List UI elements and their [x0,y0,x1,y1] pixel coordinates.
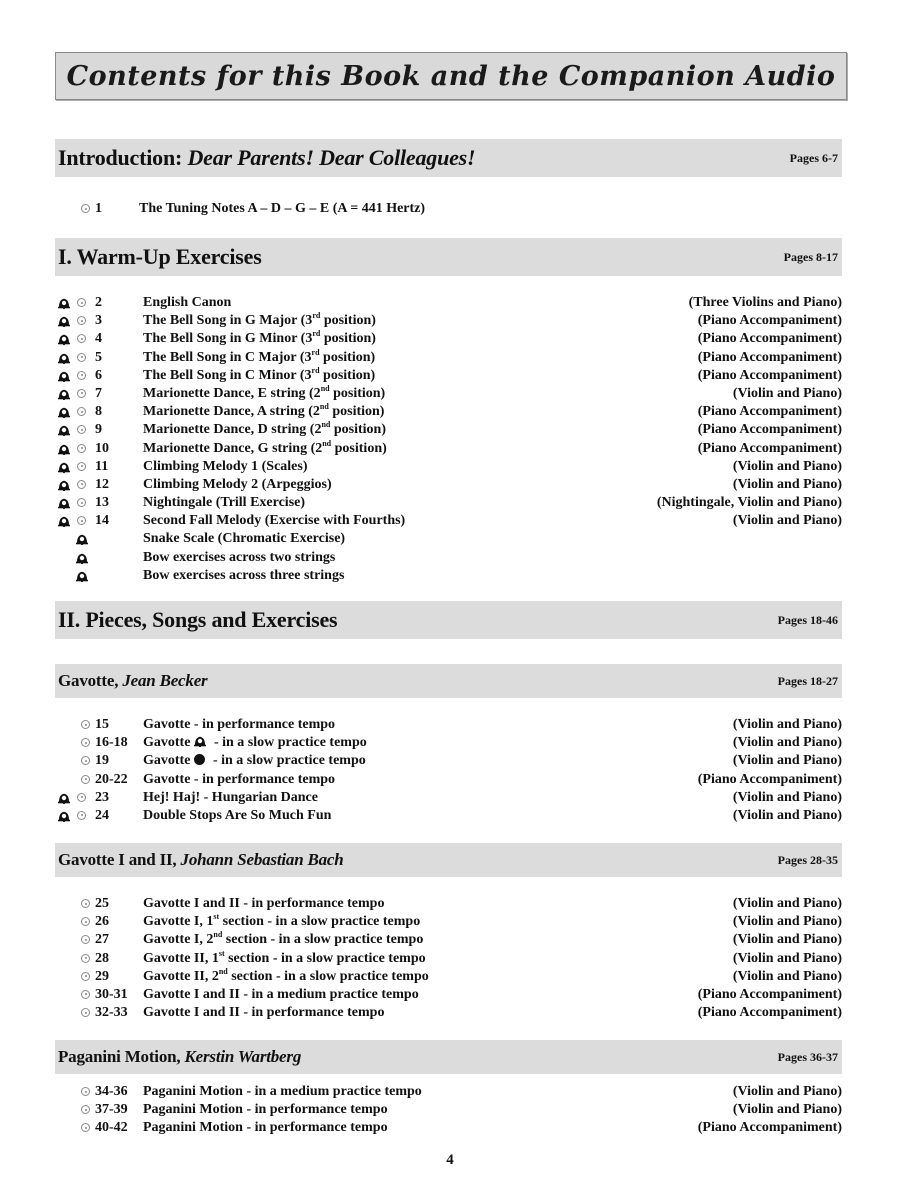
instrumentation: (Violin and Piano) [732,753,842,769]
section-header-warm-up [55,238,842,276]
title-part: Gavotte - in performance tempo [143,717,336,732]
instrumentation: (Piano Accompaniment) [697,422,842,438]
instrumentation: (Violin and Piano) [732,789,842,805]
ordinal-suffix: nd [322,438,332,448]
track-number: 24 [95,807,109,823]
instrumentation: (Three Violins and Piano) [688,295,842,310]
cd-icon [81,204,90,213]
subsection-label: Gavotte I and II, [58,850,177,869]
section-pages: Pages 8-17 [783,249,838,264]
cd-icon [77,298,86,307]
cd-icon [77,462,86,471]
bell-icon [57,515,71,527]
title-part: - in a slow practice tempo [210,735,367,751]
track-row [55,403,842,421]
section-subtitle: Dear Parents! Dear Colleagues! [187,145,476,170]
bell-icon [57,479,71,491]
cd-icon [77,316,86,325]
track-row [55,512,842,530]
bell-icon [57,297,71,309]
section-label: Introduction: [58,145,183,170]
track-row [55,1004,842,1022]
subsection-header-gavotte-bach [55,843,842,877]
track-row [55,200,842,218]
track-title [143,330,376,348]
title-part: section - in a slow practice tempo [219,914,421,930]
ordinal-suffix: st [218,948,225,958]
ordinal-suffix: rd [311,365,320,375]
ordinal-suffix: rd [312,329,321,339]
bell-icon [57,792,71,804]
cd-icon [81,1123,90,1132]
track-row [55,294,842,312]
instrumentation: (Nightingale, Violin and Piano) [656,495,842,511]
cd-icon [81,990,90,999]
title-part: Gavotte I, 2 [143,932,214,948]
track-title [143,530,345,548]
section-header-introduction [55,139,842,177]
bell-icon [57,461,71,473]
section-header-pieces [55,601,842,639]
track-title [143,312,376,330]
warm-up-track-list [55,294,842,585]
composer-name: Kerstin Wartberg [184,1047,302,1066]
contents-title-box [55,52,847,100]
track-number: 40-42 [95,1120,128,1136]
track-title [143,1101,388,1119]
track-row [55,330,842,348]
bell-icon [57,443,71,455]
instrumentation: (Piano Accompaniment) [697,771,842,787]
track-number: 19 [95,753,109,769]
title-part: Gavotte - in performance tempo [143,771,336,787]
cd-icon [81,972,90,981]
title-part: The Bell Song in G Minor (3 [143,331,313,347]
cd-icon [77,516,86,525]
track-row [55,349,842,367]
title-part: The Bell Song in G Major (3 [143,313,313,329]
track-title [143,968,429,986]
section-label: II. Pieces, Songs and Exercises [58,607,338,632]
title-part: Gavotte II, 2 [143,968,219,984]
page-title: Contents for this Book and the Companion Audio [66,60,836,92]
title-part: Marionette Dance, E string (2 [143,385,321,401]
cd-icon [81,775,90,784]
track-title [143,950,426,968]
title-part: Gavotte I, 1 [143,914,214,930]
instrumentation: (Piano Accompaniment) [697,313,842,329]
track-title [143,421,386,439]
track-number: 12 [95,476,109,492]
track-title [143,913,420,931]
instrumentation: (Violin and Piano) [732,476,842,492]
instrumentation: (Piano Accompaniment) [697,331,842,347]
track-number: 8 [95,404,102,420]
track-number: 30-31 [95,986,128,1002]
track-number: 29 [95,968,109,984]
track-number: 27 [95,932,109,948]
track-title [143,807,331,825]
title-part: Paganini Motion - in a medium practice tempo [143,1084,422,1099]
track-row [55,913,842,931]
title-part: position) [329,385,386,401]
cd-icon [81,1008,90,1017]
track-row [55,440,842,458]
title-part: Snake Scale (Chromatic Exercise) [143,531,346,547]
track-number: 25 [95,896,109,911]
ordinal-suffix: rd [311,347,320,357]
track-title [143,476,332,494]
track-number: 13 [95,495,109,511]
track-title [143,549,335,567]
cd-icon [77,371,86,380]
title-part: Marionette Dance, G string (2 [143,440,323,456]
title-part: section - in a slow practice tempo [224,950,426,966]
track-row [55,367,842,385]
instrumentation: (Violin and Piano) [732,513,842,529]
track-number: 14 [95,513,109,529]
track-title [143,403,384,421]
track-title [143,1119,388,1137]
track-title [143,512,405,530]
track-number: 23 [95,789,109,805]
track-title [143,716,335,734]
track-number: 1 [95,201,102,216]
track-row [55,968,842,986]
instrumentation: (Violin and Piano) [732,914,842,930]
cd-icon [81,917,90,926]
title-part: Climbing Melody 1 (Scales) [143,458,308,474]
cd-icon [81,899,90,908]
ordinal-suffix: nd [321,420,331,430]
track-title [143,986,419,1004]
section-pages: Pages 18-46 [777,612,838,627]
ordinal-suffix: nd [319,402,329,412]
section-pages: Pages 36-37 [777,1049,838,1064]
cd-icon [81,954,90,963]
track-row [55,931,842,949]
cd-icon [77,353,86,362]
section-pages: Pages 6-7 [789,150,838,165]
title-part: position) [330,422,386,438]
title-part: The Bell Song in C Major (3 [143,349,312,365]
title-part: Marionette Dance, D string (2 [143,422,322,438]
title-part: Gavotte I and II - in performance tempo [143,1005,385,1021]
track-title [143,567,344,585]
instrumentation: (Violin and Piano) [732,896,842,911]
title-part: English Canon [143,295,232,310]
track-number: 7 [95,385,102,401]
bell-icon [75,533,89,545]
track-row [55,771,842,789]
bell-icon [57,388,71,400]
track-row [55,986,842,1004]
title-part: Gavotte II, 1 [143,950,219,966]
section-pages: Pages 18-27 [777,673,838,688]
cd-icon [77,498,86,507]
track-title [143,1083,422,1101]
track-title [143,1004,384,1022]
track-row [55,895,842,913]
track-row [55,1119,842,1137]
track-row [55,752,842,770]
instrumentation: (Piano Accompaniment) [697,349,842,365]
instrumentation: (Violin and Piano) [732,717,842,732]
cd-icon [77,480,86,489]
cd-icon [77,425,86,434]
title-part: Marionette Dance, A string (2 [143,404,320,420]
title-part: position) [328,404,385,420]
track-title [143,895,384,913]
track-title [143,494,305,512]
track-row [55,494,842,512]
track-row [55,1101,842,1119]
track-title [143,385,385,403]
page-number: 4 [446,1152,454,1168]
track-number: 15 [95,717,109,732]
title-part: - in a slow practice tempo [209,753,366,769]
subsection-label: Gavotte, [58,671,119,690]
track-number: 34-36 [95,1084,128,1099]
track-row [55,789,842,807]
subsection-header-paganini-motion [55,1040,842,1074]
track-title [143,771,335,789]
track-row [55,716,842,734]
subsection-header-gavotte-becker [55,664,842,698]
track-number: 32-33 [95,1005,128,1021]
track-number: 37-39 [95,1102,128,1118]
title-part: The Bell Song in C Minor (3 [143,367,312,383]
title-part: Gavotte [143,735,191,751]
subsection-label: Paganini Motion, [58,1047,181,1066]
title-part: position) [331,440,387,456]
track-row [55,734,842,752]
ordinal-suffix: nd [213,930,223,940]
bell-icon [57,352,71,364]
ordinal-suffix: st [213,912,220,922]
instrumentation: (Violin and Piano) [732,385,842,401]
gavotte-bach-track-list [55,895,842,1022]
track-row [55,476,842,494]
instrumentation: (Piano Accompaniment) [697,986,842,1002]
track-row [55,567,842,585]
section-label: I. Warm-Up Exercises [58,244,262,269]
track-title [143,734,367,752]
track-number: 5 [95,349,102,365]
instrumentation: (Piano Accompaniment) [697,440,842,456]
ordinal-suffix: nd [218,966,228,976]
track-row [55,950,842,968]
instrumentation: (Violin and Piano) [732,1084,842,1099]
track-number: 2 [95,295,102,310]
cd-icon [77,811,86,820]
title-part: position) [320,313,376,329]
cd-icon [81,1087,90,1096]
cd-icon [77,793,86,802]
cd-icon [81,1105,90,1114]
cd-icon [77,444,86,453]
instrumentation: (Violin and Piano) [732,950,842,966]
track-number: 20-22 [95,771,128,787]
instrumentation: (Violin and Piano) [732,968,842,984]
track-row [55,421,842,439]
composer-name: Johann Sebastian Bach [180,850,344,869]
title-part: position) [319,349,376,365]
title-part: section - in a slow practice tempo [227,968,429,984]
bell-icon [57,497,71,509]
ordinal-suffix: rd [312,311,321,321]
filled-dot-icon [194,754,205,765]
track-number: 16-18 [95,735,128,751]
title-part: position) [320,331,376,347]
track-row [55,1083,842,1101]
track-row [55,549,842,567]
bell-icon [75,570,89,582]
track-number: 9 [95,422,102,438]
bell-icon [193,735,207,747]
instrumentation: (Violin and Piano) [732,735,842,751]
cd-icon [77,334,86,343]
track-title [143,458,308,476]
bell-icon [57,406,71,418]
track-title [143,367,375,385]
title-part: Second Fall Melody (Exercise with Fourths) [143,513,406,529]
bell-icon [57,333,71,345]
intro-track-list [55,200,842,218]
title-part: Hej! Haj! - Hungarian Dance [143,789,318,805]
track-row [55,312,842,330]
track-number: 26 [95,914,109,930]
track-title [143,931,423,949]
track-number: 10 [95,440,109,456]
cd-icon [81,756,90,765]
track-number: 28 [95,950,109,966]
track-row [55,385,842,403]
instrumentation: (Violin and Piano) [732,932,842,948]
cd-icon [81,738,90,747]
bell-icon [57,424,71,436]
track-row [55,458,842,476]
cd-icon [81,935,90,944]
bell-icon [57,810,71,822]
title-part: Bow exercises across three strings [143,567,345,583]
instrumentation: (Violin and Piano) [732,458,842,474]
instrumentation: (Piano Accompaniment) [697,1005,842,1021]
instrumentation: (Violin and Piano) [732,807,842,823]
ordinal-suffix: nd [320,383,330,393]
track-title [143,789,318,807]
bell-icon [57,370,71,382]
title-part: Bow exercises across two strings [143,549,336,565]
title-part: Gavotte I and II - in performance tempo [143,896,385,911]
track-number: 4 [95,331,102,347]
track-title [143,294,231,312]
paganini-track-list [55,1083,842,1138]
track-title [143,752,366,770]
section-pages: Pages 28-35 [777,852,838,867]
title-part: section - in a slow practice tempo [222,932,424,948]
title-part: Nightingale (Trill Exercise) [143,495,306,511]
cd-icon [77,407,86,416]
cd-icon [77,389,86,398]
title-part: Paganini Motion - in performance tempo [143,1102,388,1118]
track-row [55,807,842,825]
cd-icon [81,720,90,729]
bell-icon [57,315,71,327]
title-part: position) [319,367,376,383]
title-part: Double Stops Are So Much Fun [143,807,332,823]
track-number: 3 [95,313,102,329]
instrumentation: (Piano Accompaniment) [697,367,842,383]
title-part: Gavotte [143,753,191,769]
title-part: Paganini Motion - in performance tempo [143,1120,388,1136]
track-number: 6 [95,367,102,383]
title-part: Gavotte I and II - in a medium practice tempo [143,986,419,1002]
track-number: 11 [95,458,109,474]
bell-icon [75,552,89,564]
track-title [143,440,387,458]
track-title: The Tuning Notes A – D – G – E (A = 441 Hertz) [139,201,426,216]
gavotte-becker-track-list [55,716,842,825]
composer-name: Jean Becker [122,671,208,690]
track-title [143,349,375,367]
instrumentation: (Piano Accompaniment) [697,404,842,420]
instrumentation: (Piano Accompaniment) [697,1120,842,1136]
instrumentation: (Violin and Piano) [732,1102,842,1118]
title-part: Climbing Melody 2 (Arpeggios) [143,476,332,492]
track-row [55,530,842,548]
